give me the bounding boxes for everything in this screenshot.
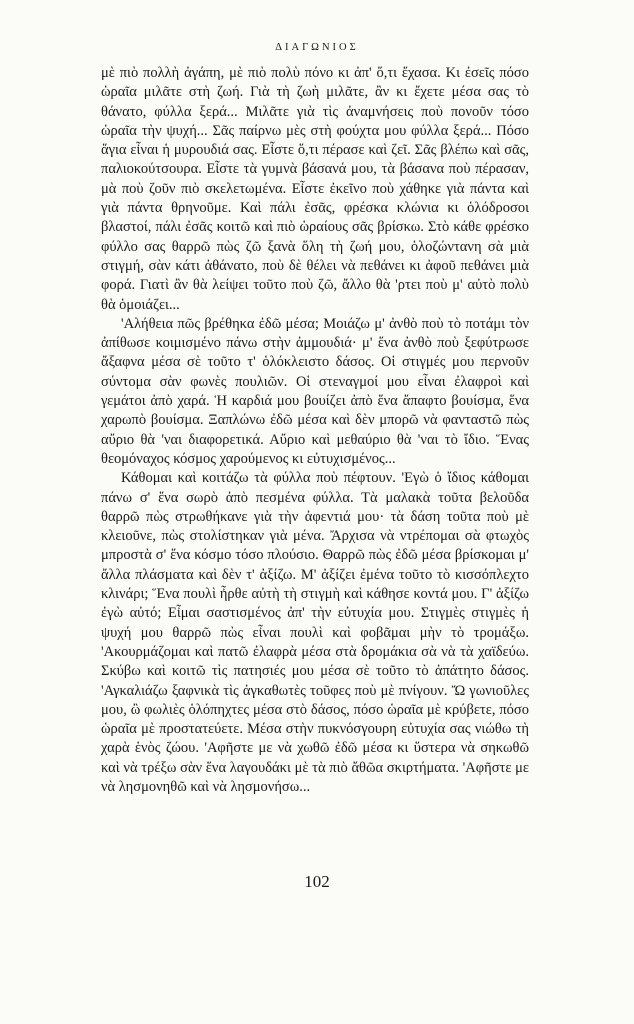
paragraph-1: μὲ πιὸ πολλὴ ἀγάπη, μὲ πιὸ πολὺ πόνο κι ἀπ' ὅ,τι ἔχασα. Κι ἐσεῖς πόσο ὡραῖα μιλᾶτε στὴ ζωή. Γιὰ τὴ ζωὴ μιλᾶτε, ἂν κι ἔχετε μέσα σας τὸ θάνατο, φύλλα ξερά... Μιλᾶτε γιὰ τὶς ἀναμνήσεις ποὺ πονοῦν τόσο ὡραῖα τὴν ψυχή... Σᾶς παίρνω μὲς στὴ φούχτα μου φύλλα ξερά... Πόσο ἅγια εἶναι ἡ μυρουδιά σας. Εἶστε ὅ,τι πέρασε καὶ ζεῖ. Σᾶς βλέπω καὶ σᾶς, παλιοκούτσουρα. Εἶστε τὰ γυμνὰ βάσανά μου, τὰ βάσανα ποὺ πέρασαν, μὰ ποὺ ζοῦν πιὸ σκελετωμένα. Εἶστε ἐκεῖνο ποὺ χάθηκε γιὰ πάντα καὶ γιὰ πάντα θρηνοῦμε. Καὶ πάλι ἐσᾶς, φρέσκα κλώνια κι ὁλόδροσοι βλαστοί, πάλι ἐσᾶς κοιτῶ καὶ πιὸ ὡραίους σᾶς βρίσκω. Στὸ κάθε φρέσκο φύλλο σας θαρρῶ πὼς ζῶ ξανὰ ὅλη τὴ ζωή μου, ὁλοζώντανη σὰ μιὰ στιγμή, σὰν κάτι ἀθάνατο, ποὺ δὲ θέλει νὰ πεθάνει κι ἀφοῦ πεθάνει μιὰ φορά. Γιατὶ ἂν θὰ λείψει τοῦτο ποὺ ζῶ, ἄλλο θὰ 'ρτει ποὺ μ' αὐτὸ πολὺ θὰ ὁμοιάζει... — [101, 65, 529, 313]
running-head: ΔΙΑΓΩΝΙΟΣ — [275, 42, 359, 53]
page-number: 102 — [304, 872, 330, 891]
paragraph-2: 'Αλήθεια πῶς βρέθηκα ἐδῶ μέσα; Μοιάζω μ' ἀνθὸ ποὺ τὸ ποτάμι τὸν ἀπίθωσε κοιμισμένο πάνω στὴν ἀμμουδιά· μ' ἕνα ἀνθὸ ποὺ ξεφύτρωσε ἄξαφνα μέσα σὲ τοῦτο τ' ὁλόκλειστο δάσος. Οἱ στιγμές μου περνοῦν σύντομα σὰν φωνὲς πουλιῶν. Οἱ στεναγμοί μου εἶναι ἐλαφροὶ καὶ γεμάτοι ἀπὸ χαρά. Ἡ καρδιά μου βουίζει ἀπὸ ἕνα ἄπαφτο βουίσμα, ἕνα χαρωπὸ βουίσμα. Ξαπλώνω ἐδῶ μέσα καὶ δὲν μπορῶ νὰ φανταστῶ πὼς αὔριο θὰ 'ναι διαφορετικά. Αὔριο καὶ μεθαύριο θὰ 'ναι τὸ ἴδιο. Ἕνας θεομόναχος κόσμος χαρούμενος κι εὐτυχισμένος... — [101, 315, 529, 467]
paragraph-3: Κάθομαι καὶ κοιτάζω τὰ φύλλα ποὺ πέφτουν. 'Εγὼ ὁ ἴδιος κάθομαι πάνω σ' ἕνα σωρὸ ἀπὸ πεσμένα φύλλα. Τὰ μαλακὰ τοῦτα βελοῦδα θαρρῶ πὼς στρωθήκανε γιὰ τὴν ἀφεντιά μου· τὰ δάση τοῦτα ποὺ μὲ κλειοῦνε, πὼς στολίστηκαν γιὰ μένα. Ἄρχισα νὰ ντρέπομαι σὰ φτωχὸς μπροστὰ σ' ἕνα κόσμο τόσο πλούσιο. Θαρρῶ πὼς ἐδῶ μέσα βρίσκομαι μ' ἄλλα πλάσματα καὶ δὲν τ' ἀξίζω. Μ' ἀξίζει ἐμένα τοῦτο τὸ κισσόπλεχτο κλινάρι; Ἕνα πουλὶ ἦρθε αὐτὴ τὴ στιγμὴ καὶ κάθησε κοντά μου. Γ' ἀξίζω ἐγὼ αὐτό; Εἶμαι σαστισμένος ἀπ' τὴν εὐτυχία μου. Στιγμὲς στιγμὲς ἡ ψυχή μου θαρρῶ πὼς εἶναι πουλὶ καὶ φοβᾶμαι μὴν τὸ τρομάξω. 'Ακουρμάζομαι καὶ πατῶ ἐλαφρὰ μέσα στὰ δρομάκια σὰ νὰ τὰ χαϊδεύω. Σκύβω καὶ κοιτῶ τὶς πατησιές μου μέσα σὲ τοῦτο τὸ ἀπάτητο δάσος. 'Αγκαλιάζω ξαφνικὰ τὶς ἀγκαθωτὲς τοῦφες ποὺ μὲ πνίγουν. Ὤ γωνιοῦλες μου, ὢ φωλιὲς ὁλόπηχτες μέσα στὸ δάσος, πόσο ὡραῖα μὲ κρύβετε, πόσο ὡραῖα μὲ προστατεύετε. Μέσα στὴν πυκνόσγουρη εὐτυχία σας νιώθω τὴ χαρὰ ἑνὸς ζώου. 'Αφῆστε με νὰ χωθῶ ἐδῶ μέσα κι ὕστερα νὰ σηκωθῶ καὶ νὰ τρέξω σὰν ἕνα λαγουδάκι μὲ τὰ πιὸ ἄθῶα σκιρτήματα. 'Αφῆστε με νὰ λησμονηθῶ καὶ νὰ λησμονήσω... — [101, 470, 529, 795]
body-text — [101, 64, 529, 797]
